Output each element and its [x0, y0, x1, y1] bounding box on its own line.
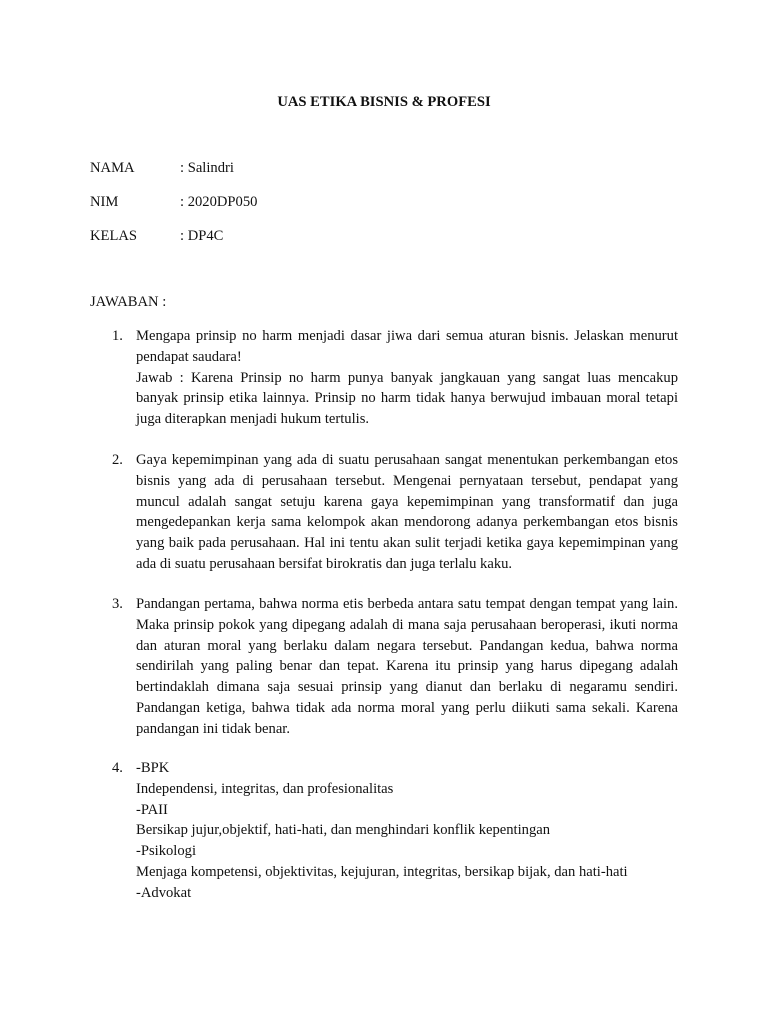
name-value: : Salindri: [180, 160, 234, 176]
answer-4-line: Independensi, integritas, dan profesionalitas: [136, 780, 394, 797]
answer-3-number: 3.: [112, 596, 123, 612]
answer-1-number: 1.: [112, 328, 123, 344]
class-row: [90, 228, 223, 244]
answer-2-number: 2.: [112, 452, 123, 468]
answer-1-response: Jawab : Karena Prinsip no harm punya banyak jangkauan yang sangat luas mencakup banyak prinsip etika lainnya. Prinsip no harm tidak hanya berwujud imbauan moral tetapi juga diterapkan menjadi hukum tertulis.: [136, 369, 678, 428]
answer-4-line: -Psikologi: [136, 843, 197, 860]
answers-heading: JAWABAN :: [90, 294, 167, 310]
answer-1-question: Mengapa prinsip no harm menjadi dasar jiwa dari semua aturan bisnis. Jelaskan menurut pendapat saudara!: [136, 328, 678, 365]
answer-1: [136, 326, 678, 430]
answer-3: [136, 594, 678, 740]
answer-4-line: Bersikap jujur,objektif, hati-hati, dan menghindari konflik kepentingan: [136, 822, 551, 839]
class-value: : DP4C: [180, 228, 224, 244]
answer-2: [136, 450, 678, 575]
name-row: [90, 160, 234, 176]
name-label: NAMA: [90, 160, 135, 176]
answer-3-text: Pandangan pertama, bahwa norma etis berbeda antara satu tempat dengan tempat yang lain. Maka prinsip pokok yang dipegang adalah di mana saja perusahaan beroperasi, ikuti norma dan aturan moral yang berlaku dalam negara tersebut. Pandangan kedua, bahwa norma sendirilah yang paling benar dan tepat. Karena itu prinsip yang harus dipegang adalah bertindaklah dimana saja sesuai prinsip yang dianut dan berlaku di negaramu sendiri. Pandangan ketiga, bahwa tidak ada norma moral yang perlu diikuti sama sekali. Karena pandangan ini tidak benar.: [136, 596, 678, 737]
answer-4-line: -PAII: [136, 801, 168, 818]
answer-4-number: 4.: [112, 760, 123, 776]
answer-4-line: Menjaga kompetensi, objektivitas, kejujuran, integritas, bersikap bijak, dan hati-hati: [136, 863, 628, 880]
nim-label: NIM: [90, 194, 119, 210]
page-title: UAS ETIKA BISNIS & PROFESI: [277, 94, 491, 110]
class-label: KELAS: [90, 228, 138, 244]
nim-row: [90, 194, 257, 210]
answer-4-line: -BPK: [136, 760, 170, 776]
answer-4-line: -Advokat: [136, 884, 192, 901]
answer-2-text: Gaya kepemimpinan yang ada di suatu perusahaan sangat menentukan perkembangan etos bisnis yang ada di perusahaan tersebut. Mengenai pernyataan tersebut, pendapat yang muncul adalah sangat setuju karena gaya kepemimpinan yang transformatif dan juga mengedepankan kerja sama kelompok akan mendorong adanya perkembangan etos bisnis yang baik pada perusahaan. Hal ini tentu akan sulit terjadi ketika gaya kepemimpinan yang ada di suatu perusahaan bersifat birokratis dan juga terlalu kaku.: [136, 452, 678, 572]
nim-value: : 2020DP050: [180, 194, 258, 210]
answer-4: [136, 758, 678, 904]
